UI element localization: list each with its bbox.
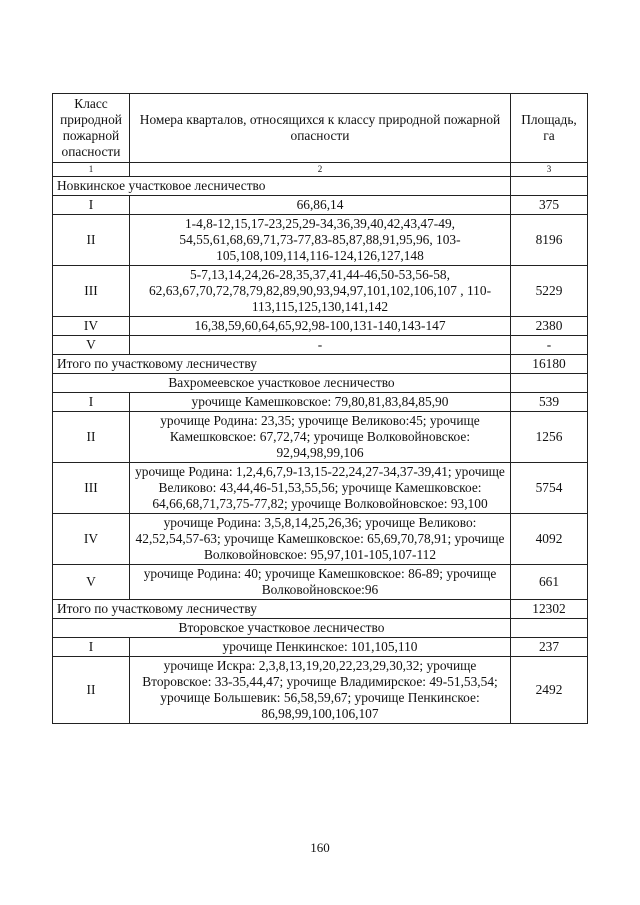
total-row [53,355,588,374]
class-cell: I [53,393,130,412]
area-cell: 5229 [511,266,588,317]
area-cell: 237 [511,638,588,657]
table-row [53,317,588,336]
column-number-3: 3 [511,163,588,177]
quarters-cell: урочище Родина: 40; урочище Камешковское: 86-89; урочище Волковойновское:96 [130,565,511,600]
table-row [53,336,588,355]
class-cell: V [53,565,130,600]
total-label: Итого по участковому лесничеству [53,600,511,619]
section-title-row [53,374,588,393]
total-label: Итого по участковому лесничеству [53,355,511,374]
column-number-1: 1 [53,163,130,177]
table-row [53,565,588,600]
quarters-cell: - [130,336,511,355]
area-cell: 1256 [511,412,588,463]
column-number-2: 2 [130,163,511,177]
class-cell: II [53,412,130,463]
quarters-cell: урочище Искра: 2,3,8,13,19,20,22,23,29,30,32; урочище Второвское: 33-35,44,47; урочище Владимирское: 49-51,53,54; урочище Большевик: 56,58,59,67; урочище Пенкинское: 86,98,99,100,106,107 [130,657,511,724]
area-cell: 5754 [511,463,588,514]
class-cell: I [53,638,130,657]
table-row [53,638,588,657]
forest-fire-class-table [52,93,588,724]
table-row [53,215,588,266]
table-row [53,412,588,463]
class-cell: IV [53,317,130,336]
area-cell: 2492 [511,657,588,724]
table-row [53,463,588,514]
section-title: Вахромеевское участковое лесничество [53,374,511,393]
section-title-empty [511,374,588,393]
total-row [53,600,588,619]
table-row [53,266,588,317]
area-cell: - [511,336,588,355]
header-row [53,94,588,163]
quarters-cell: 16,38,59,60,64,65,92,98-100,131-140,143-147 [130,317,511,336]
section-title-row [53,619,588,638]
section-title-empty [511,177,588,196]
class-cell: III [53,463,130,514]
class-cell: III [53,266,130,317]
page-number: 160 [310,840,330,855]
header-class: Класс природной пожарной опасности [53,94,130,163]
quarters-cell: урочище Пенкинское: 101,105,110 [130,638,511,657]
class-cell: I [53,196,130,215]
quarters-cell: урочище Камешковское: 79,80,81,83,84,85,90 [130,393,511,412]
header-quarters: Номера кварталов, относящихся к классу природной пожарной опасности [130,94,511,163]
class-cell: II [53,657,130,724]
table-row [53,196,588,215]
column-number-row [53,163,588,177]
table-row [53,514,588,565]
class-cell: V [53,336,130,355]
area-cell: 539 [511,393,588,412]
area-cell: 2380 [511,317,588,336]
quarters-cell: урочище Родина: 1,2,4,6,7,9-13,15-22,24,27-34,37-39,41; урочище Великово: 43,44,46-51,53,55,56; урочище Камешковское: 64,66,68,71,73,75-77,82; урочище Волковойновское: 93,100 [130,463,511,514]
total-area: 16180 [511,355,588,374]
section-title: Второвское участковое лесничество [53,619,511,638]
quarters-cell: 5-7,13,14,24,26-28,35,37,41,44-46,50-53,56-58, 62,63,67,70,72,78,79,82,89,90,93,94,97,101,102,106,107 , 110-113,115,125,130,141,142 [130,266,511,317]
section-title-row [53,177,588,196]
table-row [53,393,588,412]
class-cell: II [53,215,130,266]
total-area: 12302 [511,600,588,619]
area-cell: 8196 [511,215,588,266]
section-title: Новкинское участковое лесничество [53,177,511,196]
table-row [53,657,588,724]
quarters-cell: 1-4,8-12,15,17-23,25,29-34,36,39,40,42,43,47-49, 54,55,61,68,69,71,73-77,83-85,87,88,91,95,96, 103-105,108,109,114,116-124,126,127,148 [130,215,511,266]
area-cell: 375 [511,196,588,215]
quarters-cell: урочище Родина: 3,5,8,14,25,26,36; урочище Великово: 42,52,54,57-63; урочище Камешковское: 65,69,70,78,91; урочище Волковойновское: 95,97,101-105,107-112 [130,514,511,565]
quarters-cell: урочище Родина: 23,35; урочище Великово:45; урочище Камешковское: 67,72,74; урочище Волковойновское: 92,94,98,99,106 [130,412,511,463]
section-title-empty [511,619,588,638]
class-cell: IV [53,514,130,565]
area-cell: 661 [511,565,588,600]
area-cell: 4092 [511,514,588,565]
header-area: Площадь, га [511,94,588,163]
quarters-cell: 66,86,14 [130,196,511,215]
